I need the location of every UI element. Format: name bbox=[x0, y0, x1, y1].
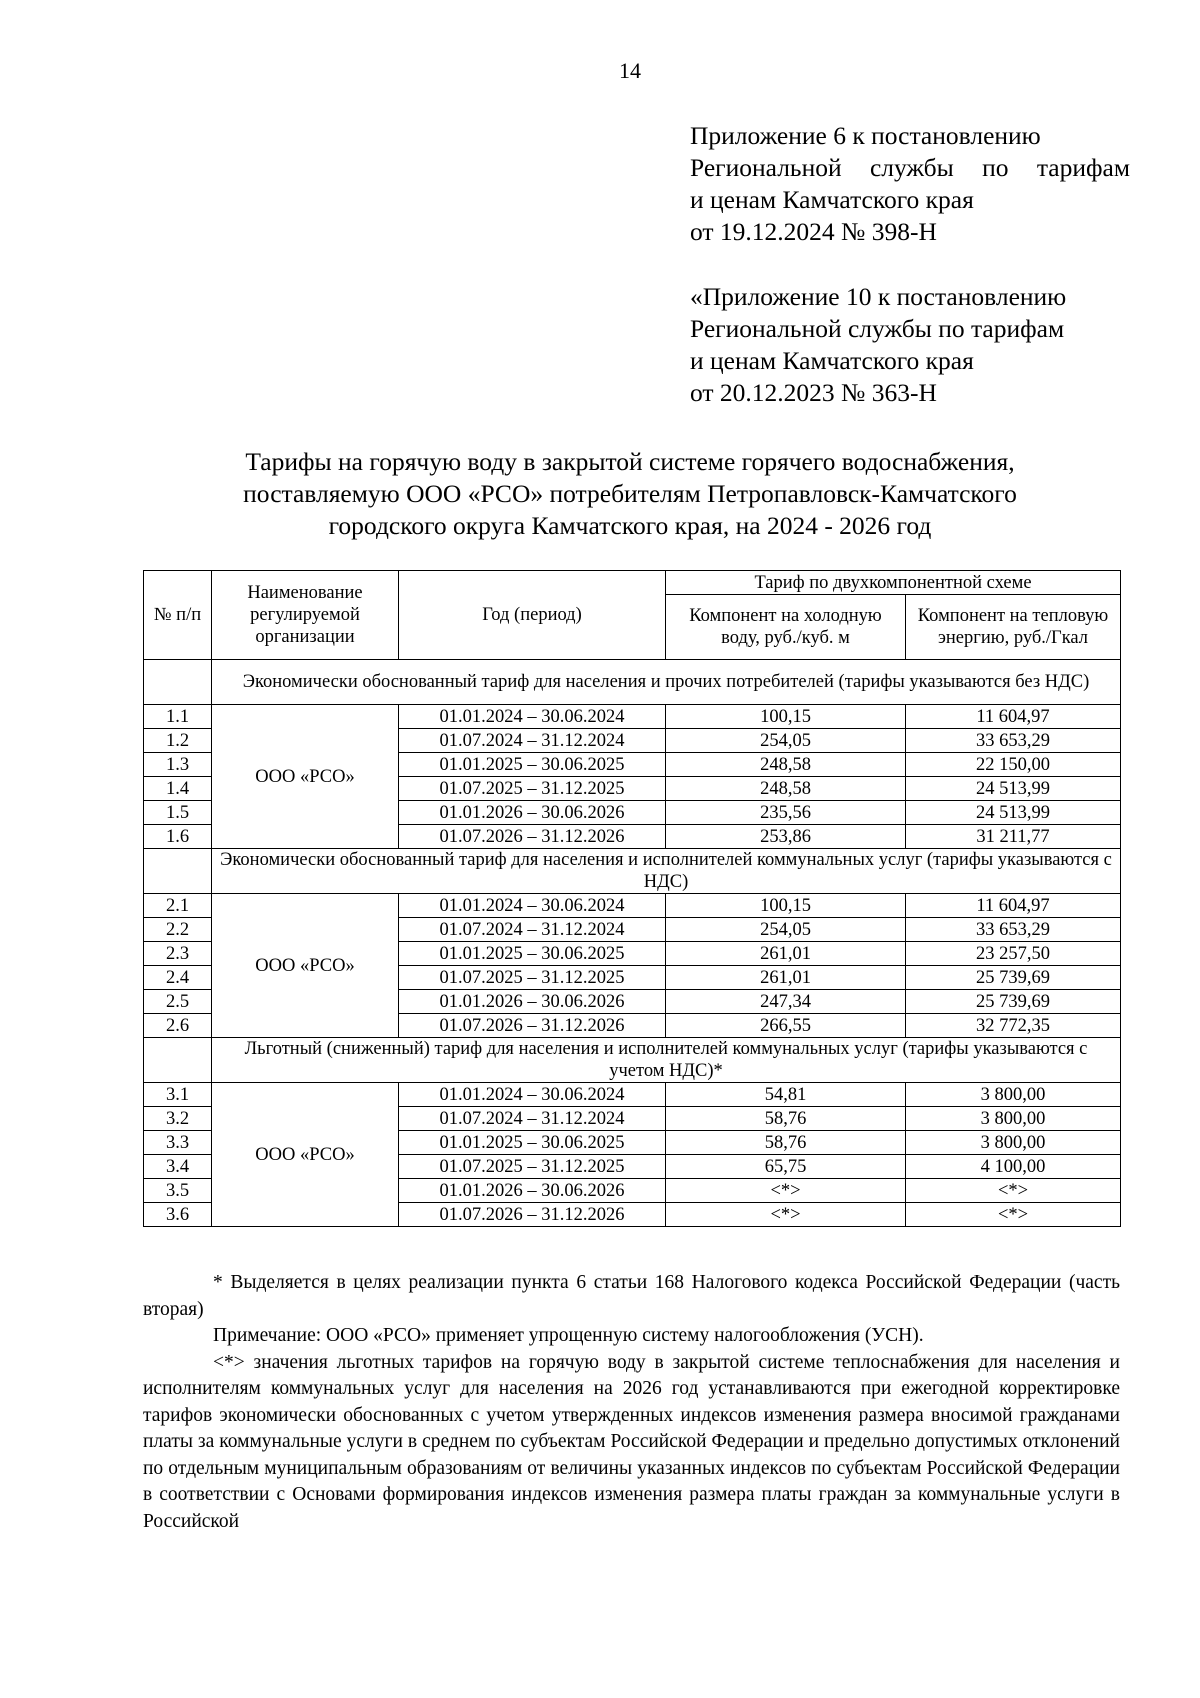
period: 01.01.2026 – 30.06.2026 bbox=[399, 1179, 666, 1203]
header-cold-water-component: Компонент на холодную воду, руб./куб. м bbox=[666, 595, 906, 660]
heat-energy-tariff: 25 739,69 bbox=[906, 990, 1121, 1014]
row-number: 1.2 bbox=[144, 729, 212, 753]
heat-energy-tariff: 4 100,00 bbox=[906, 1155, 1121, 1179]
header-number: № п/п bbox=[144, 571, 212, 660]
row-number: 2.4 bbox=[144, 966, 212, 990]
row-number: 1.5 bbox=[144, 801, 212, 825]
cold-water-tariff: 58,76 bbox=[666, 1131, 906, 1155]
period: 01.07.2024 – 31.12.2024 bbox=[399, 1107, 666, 1131]
heat-energy-tariff: 33 653,29 bbox=[906, 729, 1121, 753]
period: 01.01.2024 – 30.06.2024 bbox=[399, 705, 666, 729]
row-number: 1.1 bbox=[144, 705, 212, 729]
cold-water-tariff: 100,15 bbox=[666, 705, 906, 729]
row-number: 2.1 bbox=[144, 894, 212, 918]
row-number: 3.5 bbox=[144, 1179, 212, 1203]
heat-energy-tariff: 11 604,97 bbox=[906, 705, 1121, 729]
row-number: 2.6 bbox=[144, 1014, 212, 1038]
organization-name: ООО «РСО» bbox=[212, 705, 399, 849]
heat-energy-tariff: 22 150,00 bbox=[906, 753, 1121, 777]
appendix-line: «Приложение 10 к постановлению bbox=[690, 282, 1067, 311]
section-number-cell bbox=[144, 1038, 212, 1083]
heat-energy-tariff: 24 513,99 bbox=[906, 777, 1121, 801]
heat-energy-tariff: 3 800,00 bbox=[906, 1083, 1121, 1107]
cold-water-tariff: 248,58 bbox=[666, 777, 906, 801]
period: 01.01.2026 – 30.06.2026 bbox=[399, 990, 666, 1014]
appendix-line: Региональной службы по тарифам bbox=[690, 314, 1065, 343]
heat-energy-tariff: 11 604,97 bbox=[906, 894, 1121, 918]
section-title: Экономически обоснованный тариф для населения и прочих потребителей (тарифы указываются без НДС) bbox=[212, 660, 1121, 705]
cold-water-tariff: 266,55 bbox=[666, 1014, 906, 1038]
section-number-cell bbox=[144, 660, 212, 705]
row-number: 3.4 bbox=[144, 1155, 212, 1179]
period: 01.07.2026 – 31.12.2026 bbox=[399, 1203, 666, 1227]
period: 01.07.2024 – 31.12.2024 bbox=[399, 918, 666, 942]
table-row bbox=[144, 705, 1121, 729]
section-header-row bbox=[144, 1038, 1121, 1083]
period: 01.07.2025 – 31.12.2025 bbox=[399, 777, 666, 801]
cold-water-tariff: 254,05 bbox=[666, 729, 906, 753]
period: 01.07.2026 – 31.12.2026 bbox=[399, 825, 666, 849]
row-number: 2.3 bbox=[144, 942, 212, 966]
tariff-table bbox=[143, 570, 1121, 1227]
remark: Примечание: ООО «РСО» применяет упрощенную систему налогообложения (УСН). bbox=[213, 1325, 924, 1346]
cold-water-tariff: 248,58 bbox=[666, 753, 906, 777]
cold-water-tariff: 65,75 bbox=[666, 1155, 906, 1179]
row-number: 3.6 bbox=[144, 1203, 212, 1227]
heat-energy-tariff: <*> bbox=[906, 1179, 1121, 1203]
row-number: 2.5 bbox=[144, 990, 212, 1014]
heat-energy-tariff: 23 257,50 bbox=[906, 942, 1121, 966]
header-period: Год (период) bbox=[399, 571, 666, 660]
header-organization: Наименование регулируемой организации bbox=[212, 571, 399, 660]
cold-water-tariff: <*> bbox=[666, 1203, 906, 1227]
heat-energy-tariff: 3 800,00 bbox=[906, 1107, 1121, 1131]
table-row bbox=[144, 894, 1121, 918]
section-title: Льготный (сниженный) тариф для населения и исполнителей коммунальных услуг (тарифы указываются с учетом НДС)* bbox=[212, 1038, 1121, 1083]
cold-water-tariff: 58,76 bbox=[666, 1107, 906, 1131]
period: 01.01.2025 – 30.06.2025 bbox=[399, 942, 666, 966]
tariff-table-body bbox=[144, 660, 1121, 1227]
heat-energy-tariff: 33 653,29 bbox=[906, 918, 1121, 942]
row-number: 2.2 bbox=[144, 918, 212, 942]
appendix-line: от 20.12.2023 № 363-Н bbox=[690, 378, 937, 407]
row-number: 1.6 bbox=[144, 825, 212, 849]
document-title bbox=[140, 446, 1120, 542]
period: 01.01.2025 – 30.06.2025 bbox=[399, 1131, 666, 1155]
heat-energy-tariff: 25 739,69 bbox=[906, 966, 1121, 990]
cold-water-tariff: 247,34 bbox=[666, 990, 906, 1014]
row-number: 1.4 bbox=[144, 777, 212, 801]
cold-water-tariff: 54,81 bbox=[666, 1083, 906, 1107]
appendix-reference-previous bbox=[690, 281, 1130, 409]
appendix-line: от 19.12.2024 № 398-Н bbox=[690, 217, 937, 246]
title-line: поставляемую ООО «РСО» потребителям Петропавловск-Камчатского bbox=[243, 479, 1017, 508]
appendix-line: и ценам Камчатского края bbox=[690, 185, 974, 214]
cold-water-tariff: 254,05 bbox=[666, 918, 906, 942]
organization-name: ООО «РСО» bbox=[212, 894, 399, 1038]
cold-water-tariff: 261,01 bbox=[666, 966, 906, 990]
row-number: 3.1 bbox=[144, 1083, 212, 1107]
cold-water-tariff: 235,56 bbox=[666, 801, 906, 825]
header-two-component-scheme: Тариф по двухкомпонентной схеме bbox=[666, 571, 1121, 595]
notes bbox=[143, 1270, 1120, 1535]
heat-energy-tariff: 24 513,99 bbox=[906, 801, 1121, 825]
row-number: 1.3 bbox=[144, 753, 212, 777]
page-number: 14 bbox=[619, 58, 641, 83]
period: 01.07.2025 – 31.12.2025 bbox=[399, 966, 666, 990]
heat-energy-tariff: <*> bbox=[906, 1203, 1121, 1227]
title-line: городского округа Камчатского края, на 2024 - 2026 год bbox=[328, 511, 932, 540]
period: 01.01.2025 – 30.06.2025 bbox=[399, 753, 666, 777]
table-row bbox=[144, 1083, 1121, 1107]
appendix-line: и ценам Камчатского края bbox=[690, 346, 974, 375]
organization-name: ООО «РСО» bbox=[212, 1083, 399, 1227]
appendix-reference-current bbox=[690, 120, 1130, 248]
period: 01.01.2024 – 30.06.2024 bbox=[399, 894, 666, 918]
heat-energy-tariff: 3 800,00 bbox=[906, 1131, 1121, 1155]
heat-energy-tariff: 32 772,35 bbox=[906, 1014, 1121, 1038]
period: 01.01.2026 – 30.06.2026 bbox=[399, 801, 666, 825]
section-number-cell bbox=[144, 849, 212, 894]
header-heat-energy-component: Компонент на тепловую энергию, руб./Гкал bbox=[906, 595, 1121, 660]
section-header-row bbox=[144, 660, 1121, 705]
row-number: 3.3 bbox=[144, 1131, 212, 1155]
title-line: Тарифы на горячую воду в закрытой системе горячего водоснабжения, bbox=[245, 447, 1015, 476]
period: 01.07.2024 – 31.12.2024 bbox=[399, 729, 666, 753]
explanation: <*> значения льготных тарифов на горячую воду в закрытой системе теплоснабжения для населения и исполнителям коммунальных услуг для населения на 2026 год устанавливаются при ежегодной корректировке тарифов экономически обоснованных с учетом утвержденных индексов изменения размера вносимой гражданами платы за коммунальные услуги в среднем по субъектам Российской Федерации и предельно допустимых отклонений по отдельным муниципальным образованиям от величины указанных индексов по субъектам Российской Федерации в соответствии с Основами формирования индексов изменения размера платы граждан за коммунальные услуги в Российской bbox=[143, 1351, 1120, 1532]
period: 01.07.2025 – 31.12.2025 bbox=[399, 1155, 666, 1179]
appendix-line: Приложение 6 к постановлению bbox=[690, 121, 1041, 150]
section-header-row bbox=[144, 849, 1121, 894]
appendix-line: Региональной службы по тарифам bbox=[690, 153, 1130, 182]
period: 01.07.2026 – 31.12.2026 bbox=[399, 1014, 666, 1038]
footnote: * Выделяется в целях реализации пункта 6 статьи 168 Налогового кодекса Российской Федерации (часть вторая) bbox=[143, 1272, 1120, 1320]
cold-water-tariff: 261,01 bbox=[666, 942, 906, 966]
section-title: Экономически обоснованный тариф для населения и исполнителей коммунальных услуг (тарифы указываются с НДС) bbox=[212, 849, 1121, 894]
heat-energy-tariff: 31 211,77 bbox=[906, 825, 1121, 849]
cold-water-tariff: 100,15 bbox=[666, 894, 906, 918]
cold-water-tariff: <*> bbox=[666, 1179, 906, 1203]
cold-water-tariff: 253,86 bbox=[666, 825, 906, 849]
period: 01.01.2024 – 30.06.2024 bbox=[399, 1083, 666, 1107]
row-number: 3.2 bbox=[144, 1107, 212, 1131]
